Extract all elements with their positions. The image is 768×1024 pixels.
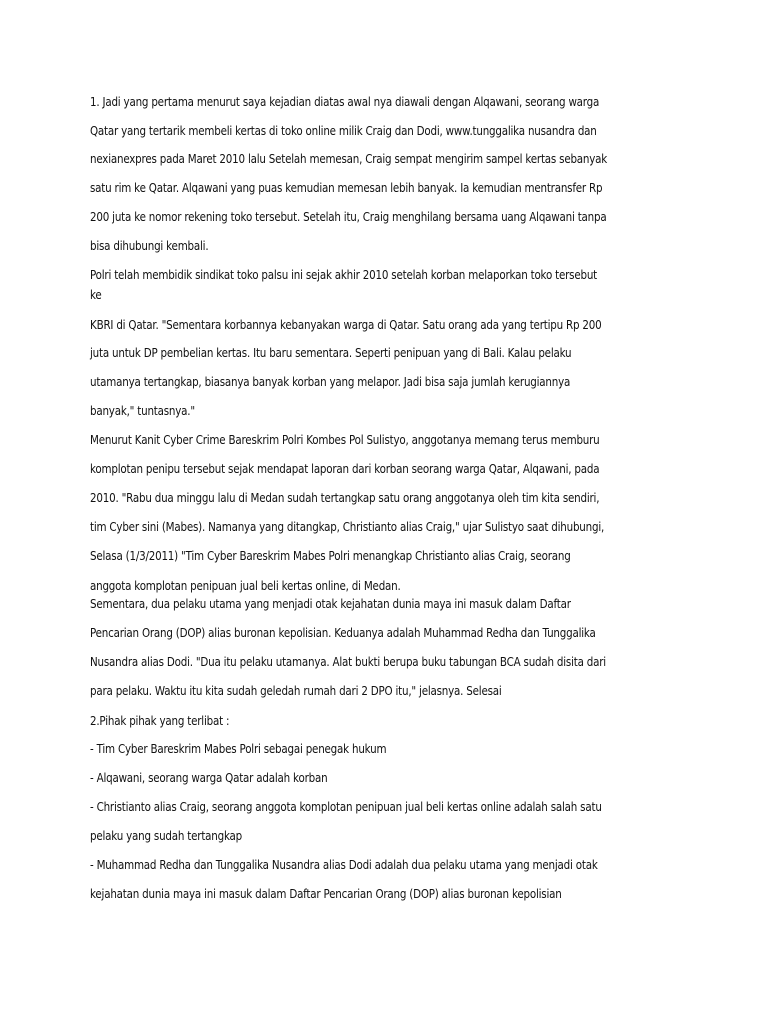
text-line: KBRI di Qatar. "Sementara korbannya kebanyakan warga di Qatar. Satu orang ada yang tertipu Rp 200 — [90, 318, 602, 332]
text-line: banyak," tuntasnya." — [90, 404, 195, 418]
text-line: 200 juta ke nomor rekening toko tersebut. Setelah itu, Craig menghilang bersama uang Alqawani tanpa — [90, 210, 607, 224]
text-line: - Christianto alias Craig, seorang anggota komplotan penipuan jual beli kertas online adalah salah satu — [90, 800, 602, 814]
text-line: Nusandra alias Dodi. "Dua itu pelaku utamanya. Alat bukti berupa buku tabungan BCA sudah disita dari — [90, 655, 606, 669]
text-line: - Tim Cyber Bareskrim Mabes Polri sebagai penegak hukum — [90, 742, 387, 756]
text-line: Pencarian Orang (DOP) alias buronan kepolisian. Keduanya adalah Muhammad Redha dan Tunggalika — [90, 626, 596, 640]
text-line: tim Cyber sini (Mabes). Namanya yang ditangkap, Christianto alias Craig," ujar Sulistyo saat dihubungi, — [90, 520, 605, 534]
text-line: 2.Pihak pihak yang terlibat : — [90, 714, 230, 728]
text-line: pelaku yang sudah tertangkap — [90, 829, 243, 843]
text-line: para pelaku. Waktu itu kita sudah geledah rumah dari 2 DPO itu," jelasnya. Selesai — [90, 684, 502, 698]
text-line: nexianexpres pada Maret 2010 lalu Setelah memesan, Craig sempat mengirim sampel kertas sebanyak — [90, 152, 608, 166]
text-line: Menurut Kanit Cyber Crime Bareskrim Polri Kombes Pol Sulistyo, anggotanya memang terus memburu — [90, 433, 600, 447]
text-line: Polri telah membidik sindikat toko palsu ini sejak akhir 2010 setelah korban melaporkan toko tersebut — [90, 268, 598, 282]
text-line: ke — [90, 288, 102, 302]
text-line: - Alqawani, seorang warga Qatar adalah korban — [90, 771, 328, 785]
text-line: 2010. "Rabu dua minggu lalu di Medan sudah tertangkap satu orang anggotanya oleh tim kita sendiri, — [90, 491, 600, 505]
text-line: utamanya tertangkap, biasanya banyak korban yang melapor. Jadi bisa saja jumlah kerugiannya — [90, 375, 571, 389]
text-line: kejahatan dunia maya ini masuk dalam Daftar Pencarian Orang (DOP) alias buronan kepolisian — [90, 887, 562, 901]
text-line: komplotan penipu tersebut sejak mendapat laporan dari korban seorang warga Qatar, Alqawani, pada — [90, 462, 600, 476]
text-line: Qatar yang tertarik membeli kertas di toko online milik Craig dan Dodi, www.tunggalika nusandra dan — [90, 124, 597, 138]
text-line: anggota komplotan penipuan jual beli kertas online, di Medan. — [90, 579, 401, 593]
text-line: satu rim ke Qatar. Alqawani yang puas kemudian memesan lebih banyak. Ia kemudian mentransfer Rp — [90, 181, 603, 195]
text-line: - Muhammad Redha dan Tunggalika Nusandra alias Dodi adalah dua pelaku utama yang menjadi otak — [90, 858, 598, 872]
text-line: bisa dihubungi kembali. — [90, 239, 209, 253]
text-line: Selasa (1/3/2011) "Tim Cyber Bareskrim Mabes Polri menangkap Christianto alias Craig, seorang — [90, 549, 571, 563]
text-line: juta untuk DP pembelian kertas. Itu baru sementara. Seperti penipuan yang di Bali. Kalau pelaku — [90, 346, 572, 360]
text-line: 1. Jadi yang pertama menurut saya kejadian diatas awal nya diawali dengan Alqawani, seorang warga — [90, 95, 600, 109]
text-line: Sementara, dua pelaku utama yang menjadi otak kejahatan dunia maya ini masuk dalam Daftar — [90, 597, 571, 611]
